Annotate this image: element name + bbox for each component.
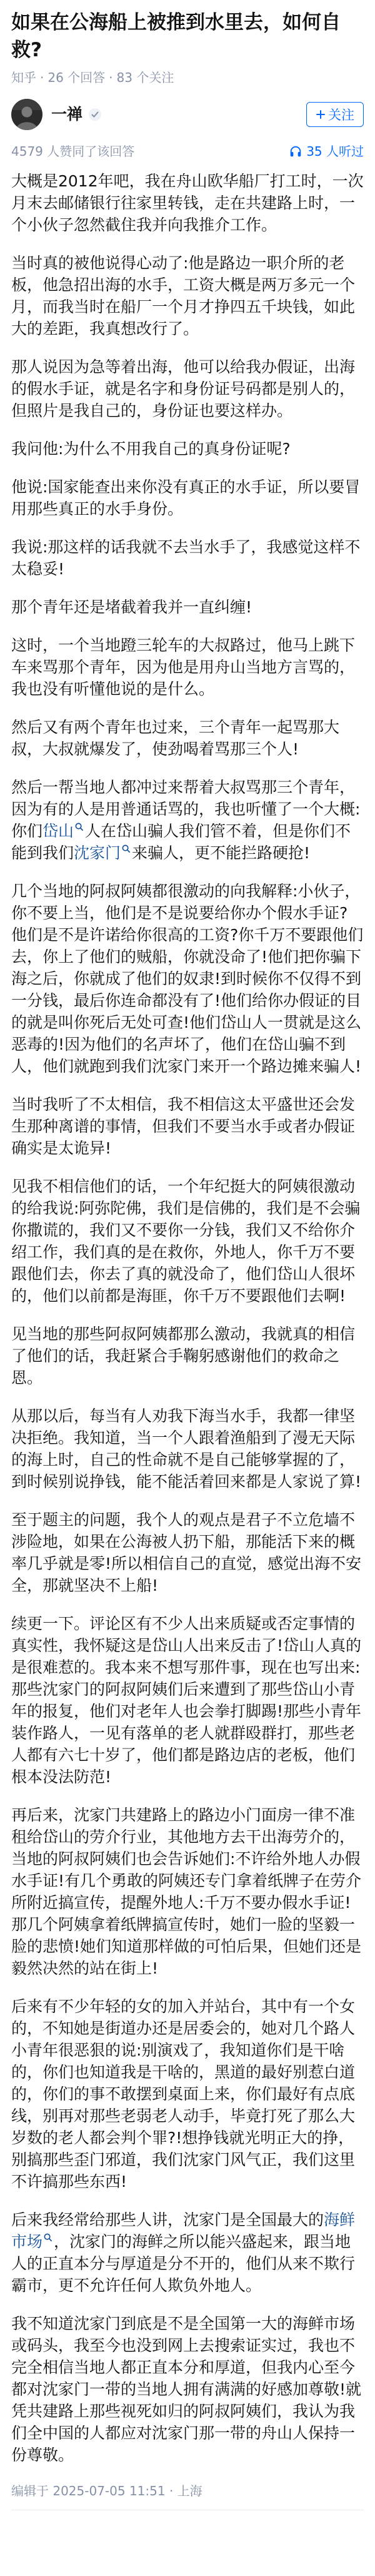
- vote-count: 4579 人赞同了该回答: [11, 144, 135, 159]
- paragraph-text: 来骗人，更不能拦路硬抢!: [132, 844, 311, 862]
- paragraph-text: 我不知道沈家门到底是不是全国第一大的海鲜市场或码头，我至今也没到网上去搜索证实过，我也不完全相信当地人都正直本分和厚道，但我内心至今都对沈家门一带的当地人拥有满满的好感加尊敬!就凭共建路上那些视死如归的阿叔阿姨们，我认为我们全中国的人都应对沈家门那一带的舟山人保持一份尊敬。: [11, 2315, 362, 2464]
- keyword-text: 沈家门: [74, 844, 121, 862]
- paragraph-text: 当时真的被他说得心动了:他是路边一职介所的老板，他急招出海的水手，工资大概是两万多元一个月，而我当时在船厂一个月才挣四五千块钱，如此大的差距，我真想改行了。: [11, 254, 356, 338]
- follow-button[interactable]: [306, 102, 364, 127]
- question-header: [11, 9, 364, 86]
- answer-count[interactable]: 26 个回答: [48, 70, 106, 85]
- listen-button[interactable]: [289, 143, 364, 160]
- paragraph-text: 那个青年还是堵截着我并一直纠缠!: [11, 598, 252, 616]
- answer-paragraph: [11, 1613, 364, 1788]
- meta-separator: ·: [40, 70, 44, 85]
- paragraph-text: 后来我经常给那些人讲，沈家门是全国最大的: [11, 2211, 324, 2229]
- keyword-text: 岱山: [42, 822, 74, 840]
- answer-paragraph: [11, 776, 364, 864]
- paragraph-text: 然后又有两个青年也过来，三个青年一起骂那大叔，大叔就爆发了，使劲喝着骂那三个人!: [11, 718, 340, 758]
- answer-paragraph: [11, 476, 364, 520]
- author-row: [11, 96, 364, 133]
- paragraph-text: 我说:那这样的话我就不去当水手了，我感觉这样不太稳妥!: [11, 538, 361, 578]
- paragraph-text: 见当地的那些阿叔阿姨都那么激动，我就真的相信了他们的话，我赶紧合手鞠躬感谢他们的救命之恩。: [11, 1325, 356, 1387]
- search-icon: [43, 2233, 52, 2242]
- paragraph-text: 那人说因为急等着出海，他可以给我办假证，出海的假水手证，就是名字和身份证号码都是别人的，但照片是我自己的，身份证也要这样办。: [11, 358, 356, 420]
- answer-paragraph: [11, 634, 364, 700]
- plus-icon: [316, 109, 326, 119]
- answer-paragraph: [11, 1405, 364, 1493]
- answer-paragraph: [11, 880, 364, 1077]
- answer-paragraph: [11, 716, 364, 760]
- edit-time: 编辑于 2025-07-05 11:51 · 上海: [11, 2483, 202, 2498]
- search-keyword-link[interactable]: [42, 822, 85, 840]
- answer-paragraph: [11, 356, 364, 422]
- answer-paragraph: [11, 170, 364, 236]
- creator-badge-icon: [88, 107, 102, 122]
- paragraph-text: 然后一帮当地人都冲过来帮着大叔骂那三个青年，因为有的人是用普通话骂的，我也听懂了一个大概:你们: [11, 778, 361, 840]
- answer-paragraph: [11, 1804, 364, 1979]
- paragraph-text: 我问他:为什么不用我自己的真身份证呢?: [11, 440, 291, 458]
- answer-paragraph: [11, 2209, 364, 2296]
- answer-paragraph: [11, 1995, 364, 2193]
- author-name[interactable]: 一禅: [51, 105, 83, 123]
- answer-paragraph: [11, 1175, 364, 1307]
- answer-paragraph: [11, 252, 364, 340]
- paragraph-text: 从那以后，每当有人劝我下海当水手，我都一律坚决拒绝。我知道，当一个人跟着渔船到了漫无天际的海上时，自己的性命就不是自己能够掌握的了，到时候别说挣钱，能不能活着回来都是人家说了算!: [11, 1407, 362, 1491]
- paragraph-text: 再后来，沈家门共建路上的路边小门面房一律不准租给岱山的劳介行业，其他地方去干出海劳介的，当地的阿叔阿姨们也会告诉她们:不许给外地人办假水手证!有几个勇敢的阿姨还专门拿着纸牌子在劳介所附近搞宣传，提醒外地人:千万不要办假水手证!那几个阿姨拿着纸牌搞宣传时，她们一脸的坚毅一脸的悲愤!她们知道那样做的可怕后果，但她们还是毅然决然的站在街上!: [11, 1806, 362, 1977]
- answer-paragraph: [11, 2313, 364, 2466]
- answer-body: [11, 170, 364, 2466]
- headphone-icon: [289, 145, 302, 158]
- search-keyword-link[interactable]: [74, 844, 132, 862]
- paragraph-text: 至于题主的问题，我个人的观点是君子不立危墙不涉险地，如果在公海被人扔下船，那能活下来的概率几乎就是零!所以相信自己的直觉，感觉出海不安全，那就坚决不上船!: [11, 1511, 362, 1595]
- paragraph-text: 他说:国家能查出来你没有真正的水手证，所以要冒用那些真正的水手身份。: [11, 478, 361, 518]
- search-icon: [74, 822, 84, 831]
- source-label[interactable]: 知乎: [11, 70, 36, 85]
- follow-button-label: 关注: [328, 108, 354, 123]
- paragraph-text: 几个当地的阿叔阿姨都很激动的向我解释:小伙子，你不要上当，他们是不是说要给你办个假水手证? 他们是不是许诺给你很高的工资?你千万不要跟他们去，你上了他们的贼船，你就没命了!他们把你骗下海之后，你就成了他们的奴隶!到时候你不仅得不到一分钱，最后你连命都没有了!他们给你办假证的目的就是叫你死后无处可查!他们岱山人一贯就是这么恶毒的!因为他们的名声坏了，他们在岱山骗不到人，他们就跑到我们沈家门来开一个路边摊来骗人!: [11, 882, 364, 1075]
- answer-paragraph: [11, 1509, 364, 1596]
- question-meta: [11, 69, 364, 86]
- paragraph-text: 后来有不少年轻的女的加入并站台，其中有一个女的，不知她是街道办还是居委会的，她对几个路人小青年很恶狠的说:别演戏了，我知道你们是干啥的，你们也知道我是干啥的，黑道的最好别惹白道的，你们的事不敢摆到桌面上来，你们最好有点底线，别再对那些老弱老人动手，毕竟打死了那么大岁数的老人都会判个罪?!想挣钱就光明正大的挣，别搞那些歪门邪道，我们沈家门风气正，我们这里不许搞那些东西!: [11, 1997, 356, 2191]
- answer-paragraph: [11, 596, 364, 618]
- listen-count: 35 人听过: [306, 144, 364, 159]
- paragraph-text: 续更一下。评论区有不少人出来质疑或否定事情的真实性，我怀疑这是岱山人出来反击了!岱山人真的是很难惹的。我本来不想写那件事，现在也写出来:那些沈家门的阿叔阿姨们后来遭到了那些岱山小青年的报复，他们对老年人也会拳打脚踢!那些小青年装作路人，一见有落单的老人就群殴群打，那些老人都有六七十岁了，他们都是路边店的老板，他们根本没法防范!: [11, 1615, 362, 1786]
- paragraph-text: 这时，一个当地蹬三轮车的大叔路过，他马上跳下车来骂那个青年，因为他是用舟山当地方言骂的，我也没有听懂他说的是什么。: [11, 636, 356, 698]
- follower-count[interactable]: 83 个关注: [116, 70, 174, 85]
- paragraph-text: 当时我听了不太相信，我不相信这太平盛世还会发生那种离谱的事情，但我们不要当水手或者办假证确实是太诡异!: [11, 1095, 356, 1157]
- search-icon: [121, 844, 131, 853]
- answer-paragraph: [11, 1323, 364, 1389]
- paragraph-text: 人在岱山骗人我们管不着，但是你们不能到我们: [11, 822, 351, 862]
- avatar[interactable]: [11, 99, 42, 130]
- answer-footer: [11, 2482, 364, 2500]
- keyword-text: 海鲜市场: [11, 2211, 356, 2251]
- paragraph-text: 见我不相信他们的话，一个年纪挺大的阿姨很激动的给我说:阿弥陀佛，我们是信佛的，我们是不会骗你撒谎的，我们又不要你一分钱，我们又不给你介绍工作，我们真的是在救你，外地人，你千万不要跟他们去，你去了真的就没命了，他们岱山人很坏的，他们以前都是海匪，你千万不要跟他们去啊!: [11, 1177, 361, 1305]
- question-title[interactable]: 如果在公海船上被推到水里去，如何自救?: [11, 11, 341, 61]
- answer-stats: [11, 143, 364, 160]
- answer-paragraph: [11, 1093, 364, 1159]
- paragraph-text: ，沈家门的海鲜之所以能兴盛起来，跟当地人的正直本分与厚道是分不开的，他们从来不欺行霸市，更不允许任何人欺负外地人。: [11, 2233, 356, 2295]
- avatar-image: [11, 99, 42, 130]
- meta-separator: ·: [109, 70, 113, 85]
- paragraph-text: 大概是2012年吧，我在舟山欧华船厂打工时，一次月末去邮储银行往家里转钱，走在共建路上时，一个小伙子忽然截住我并向我推介工作。: [11, 172, 364, 234]
- answer-paragraph: [11, 438, 364, 460]
- answer-paragraph: [11, 536, 364, 580]
